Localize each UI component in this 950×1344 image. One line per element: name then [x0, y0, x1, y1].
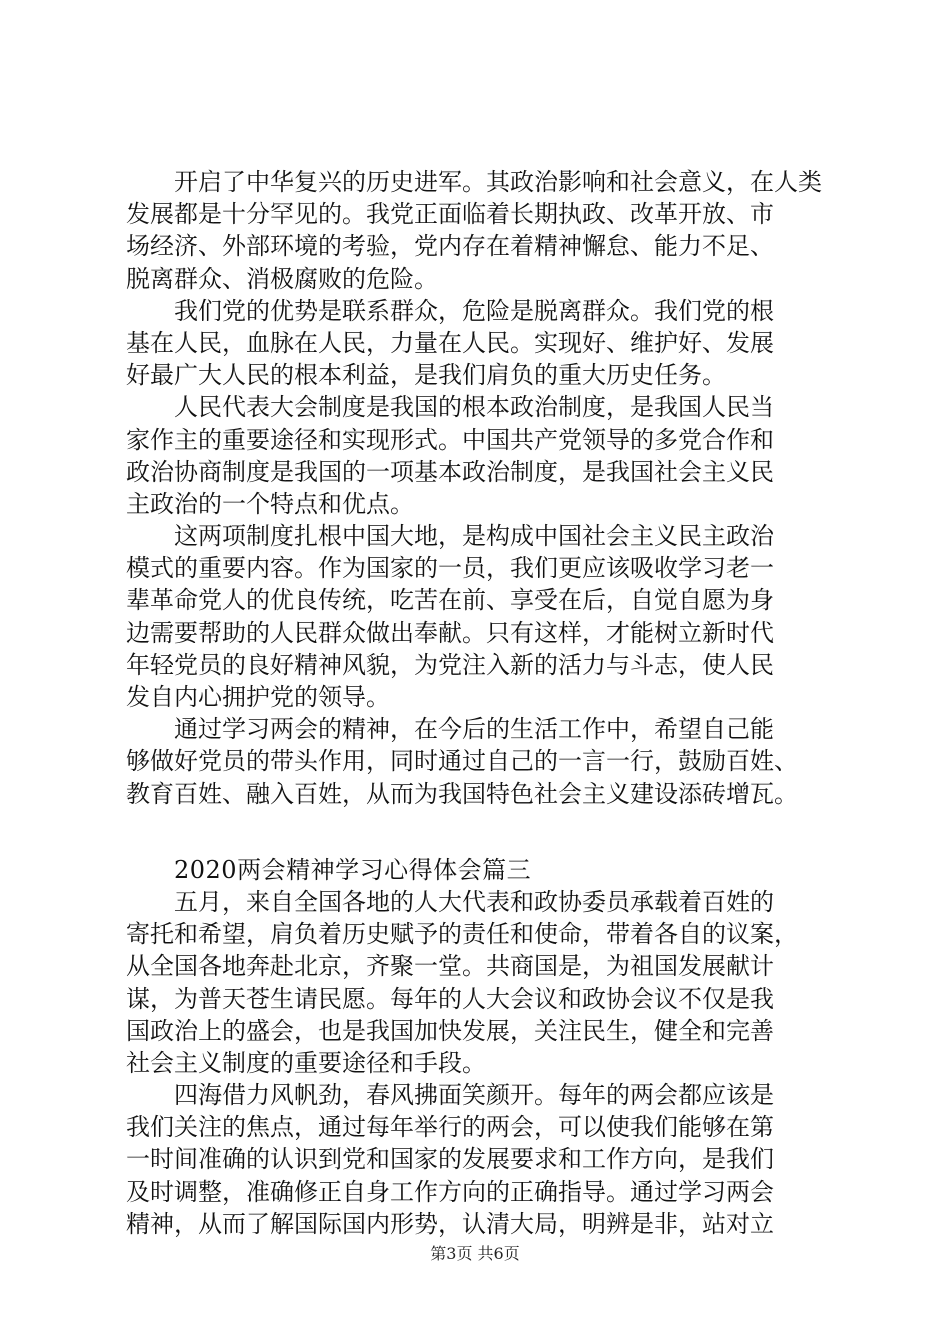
text-line: 辈革命党人的优良传统，吃苦在前、享受在后，自觉自愿为身	[126, 586, 774, 615]
text-line: 脱离群众、消极腐败的危险。	[126, 264, 438, 293]
text-line: 家作主的重要途径和实现形式。中国共产党领导的多党合作和	[126, 425, 774, 454]
text-line: 够做好党员的带头作用，同时通过自己的一言一行，鼓励百姓、	[126, 747, 798, 776]
paragraph	[126, 391, 834, 520]
text-line: 政治协商制度是我国的一项基本政治制度，是我国社会主义民	[126, 457, 774, 486]
text-line: 我们党的优势是联系群众，危险是脱离群众。我们党的根	[174, 296, 774, 325]
text-line: 人民代表大会制度是我国的根本政治制度，是我国人民当	[174, 393, 774, 422]
paragraph	[126, 295, 834, 392]
text-line: 国政治上的盛会，也是我国加快发展，关注民生，健全和完善	[126, 1016, 774, 1045]
text-line: 开启了中华复兴的历史进军。其政治影响和社会意义，在人类	[174, 168, 822, 196]
paragraph	[126, 520, 834, 713]
text-line: 基在人民，血脉在人民，力量在人民。实现好、维护好、发展	[126, 328, 774, 357]
text-line: 我们关注的焦点，通过每年举行的两会，可以使我们能够在第	[126, 1113, 774, 1142]
text-line: 场经济、外部环境的考验，党内存在着精神懈怠、能力不足、	[126, 232, 774, 261]
section-gap	[126, 810, 834, 854]
text-line: 精神，从而了解国际国内形势，认清大局，明辨是非，站对立	[126, 1209, 774, 1238]
text-line: 寄托和希望，肩负着历史赋予的责任和使命，带着各自的议案，	[126, 920, 798, 949]
text-line: 社会主义制度的重要途径和手段。	[126, 1048, 486, 1077]
text-line: 五月，来自全国各地的人大代表和政协委员承载着百姓的	[174, 887, 774, 916]
text-line: 好最广大人民的根本利益，是我们肩负的重大历史任务。	[126, 361, 726, 390]
paragraph	[126, 713, 834, 810]
text-line: 模式的重要内容。作为国家的一员，我们更应该吸收学习老一	[126, 554, 774, 583]
text-line: 年轻党员的良好精神风貌，为党注入新的活力与斗志，使人民	[126, 650, 774, 679]
section-heading: 2020两会精神学习心得体会篇三	[174, 855, 532, 884]
text-line: 四海借力风帆劲，春风拂面笑颜开。每年的两会都应该是	[174, 1081, 774, 1110]
text-line: 从全国各地奔赴北京，齐聚一堂。共商国是，为祖国发展献计	[126, 952, 774, 981]
paragraph	[126, 886, 834, 1079]
text-line: 教育百姓、融入百姓，从而为我国特色社会主义建设添砖增瓦。	[126, 779, 798, 808]
text-line: 边需要帮助的人民群众做出奉献。只有这样，才能树立新时代	[126, 618, 774, 647]
paragraph	[126, 1079, 834, 1240]
text-line: 谋，为普天苍生请民愿。每年的人大会议和政协会议不仅是我	[126, 984, 774, 1013]
text-line: 这两项制度扎根中国大地，是构成中国社会主义民主政治	[174, 522, 774, 551]
text-line: 及时调整，准确修正自身工作方向的正确指导。通过学习两会	[126, 1177, 774, 1206]
text-line: 发展都是十分罕见的。我党正面临着长期执政、改革开放、市	[126, 200, 774, 229]
text-line: 一时间准确的认识到党和国家的发展要求和工作方向，是我们	[126, 1145, 774, 1174]
document-body	[126, 166, 834, 1240]
text-line: 发自内心拥护党的领导。	[126, 683, 390, 711]
page-footer: 第3页 共6页	[430, 1244, 520, 1263]
paragraph	[126, 166, 834, 295]
text-line: 通过学习两会的精神，在今后的生活工作中，希望自己能	[174, 715, 774, 744]
text-line: 主政治的一个特点和优点。	[126, 489, 414, 518]
